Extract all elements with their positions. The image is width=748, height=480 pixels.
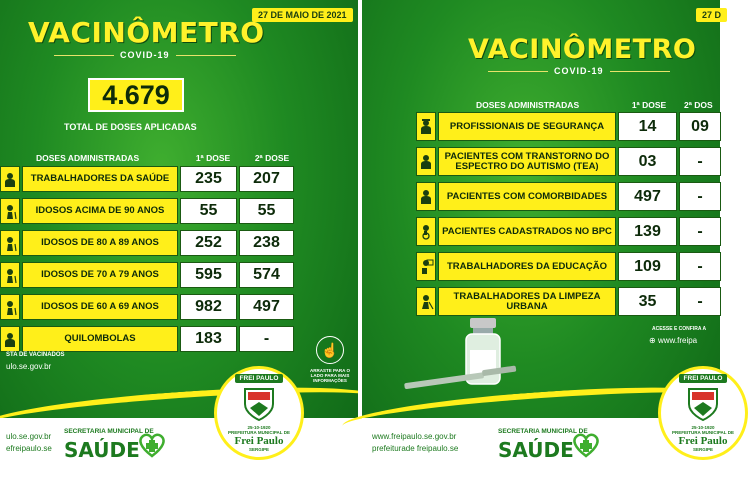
footer-social[interactable]: prefeiturade freipaulo.se [372,444,459,453]
dose1-value: 35 [618,287,677,316]
column-header-group: DOSES ADMINISTRADAS [476,100,580,110]
secretaria-label: SECRETARIA MUNICIPAL DE [498,428,588,435]
dose1-value: 982 [180,294,237,320]
access-url[interactable]: www.freipa [658,336,698,345]
row-label: IDOSOS ACIMA DE 90 ANOS [22,198,178,224]
saude-logo-text: SAÚDE [64,438,140,462]
dose1-value: 03 [618,147,677,176]
footer-social[interactable]: efreipaulo.se [6,444,52,453]
dose1-value: 252 [180,230,237,256]
city-seal [658,366,748,460]
elderly-icon [0,294,20,320]
dose2-value: - [679,182,721,211]
seal-prefeitura: PREFEITURA MUNICIPAL DE [672,430,734,435]
wheelchair-icon [416,217,436,246]
globe-icon: ⊕ [649,336,656,345]
vaccine-vial-icon [402,312,532,392]
seal-city: Frei Paulo [678,435,728,447]
swipe-note: ARRASTE PARA O LADO PARA MAIS INFORMAÇÕES [309,368,350,383]
column-header-group: DOSES ADMINISTRADAS [36,153,140,163]
page-title: VACINÔMETRO [468,34,697,65]
seal-city: Frei Paulo [234,435,284,447]
column-header-dose2: 2ª DOS [684,100,713,110]
swipe-hand-icon: ☝ [316,336,344,364]
footer-website[interactable]: www.freipaulo.se.gov.br [372,432,457,441]
dose2-value: 55 [239,198,294,224]
health-worker-icon [0,166,20,192]
teacher-icon [416,252,436,281]
row-label: QUILOMBOLAS [22,326,178,352]
dose1-value: 595 [180,262,237,288]
dose1-value: 235 [180,166,237,192]
elderly-icon [0,198,20,224]
person-icon [0,326,20,352]
row-label: TRABALHADORES DA EDUCAÇÃO [438,252,616,281]
covid-subtitle: COVID-19 [120,50,170,60]
column-header-dose2: 2ª DOSE [254,153,290,163]
row-label: IDOSOS DE 60 A 69 ANOS [22,294,178,320]
date-badge: 27 D [696,8,727,22]
city-seal [214,366,304,460]
column-header-dose1: 1ª DOSE [195,153,231,163]
dose1-value: 183 [180,326,237,352]
seal-date: 25-10-1920 [247,425,271,430]
saude-logo-text: SAÚDE [498,438,574,462]
dose2-value: 497 [239,294,294,320]
footer-website[interactable]: ulo.se.gov.br [6,432,52,441]
heart-cross-icon [138,432,166,458]
dose2-value: - [679,252,721,281]
row-label: PROFISSIONAIS DE SEGURANÇA [438,112,616,141]
column-header-dose1: 1ª DOSE [631,100,667,110]
patient-icon [416,182,436,211]
row-label: TRABALHADORES DA LIMPEZA URBANA [438,287,616,316]
dose2-value: - [679,287,721,316]
row-label: PACIENTES CADASTRADOS NO BPC [438,217,616,246]
dose1-value: 55 [180,198,237,224]
dose1-value: 139 [618,217,677,246]
covid-subtitle: COVID-19 [554,66,604,76]
left-vaccine-panel [0,0,358,480]
page-title: VACINÔMETRO [28,16,265,49]
crest-icon [686,386,720,422]
row-label: PACIENTES COM TRANSTORNO DO ESPECTRO DO AUTISMO (TEA) [438,147,616,176]
total-doses-value: 4.679 [88,78,184,112]
dose2-value: - [239,326,294,352]
row-label: TRABALHADORES DA SAÚDE [22,166,178,192]
elderly-icon [0,262,20,288]
vaccinated-list-url[interactable]: ulo.se.gov.br [6,362,52,371]
seal-ribbon: FREI PAULO [235,374,284,383]
row-label: IDOSOS DE 80 A 89 ANOS [22,230,178,256]
seal-state: SERGIPE [692,447,713,452]
row-label: IDOSOS DE 70 A 79 ANOS [22,262,178,288]
total-doses-label: TOTAL DE DOSES APLICADAS [64,122,197,132]
person-icon [416,147,436,176]
vaccinated-list-label: STA DE VACINADOS [6,352,65,358]
date-badge: 27 DE MAIO DE 2021 [252,8,353,22]
dose2-value: - [679,147,721,176]
dose2-value: - [679,217,721,246]
elderly-icon [0,230,20,256]
secretaria-label: SECRETARIA MUNICIPAL DE [64,428,154,435]
dose1-value: 109 [618,252,677,281]
heart-cross-icon [572,432,600,458]
police-officer-icon [416,112,436,141]
row-label: PACIENTES COM COMORBIDADES [438,182,616,211]
access-note: ACESSE E CONFIRA A [652,326,707,332]
dose2-value: 574 [239,262,294,288]
dose2-value: 238 [239,230,294,256]
seal-ribbon: FREI PAULO [679,374,728,383]
dose1-value: 14 [618,112,677,141]
seal-date: 25-10-1920 [691,425,715,430]
right-vaccine-panel [362,0,734,480]
footer-band [0,418,358,480]
seal-prefeitura: PREFEITURA MUNICIPAL DE [228,430,290,435]
dose2-value: 09 [679,112,721,141]
dose1-value: 497 [618,182,677,211]
seal-state: SERGIPE [248,447,269,452]
dose2-value: 207 [239,166,294,192]
crest-icon [242,386,276,422]
